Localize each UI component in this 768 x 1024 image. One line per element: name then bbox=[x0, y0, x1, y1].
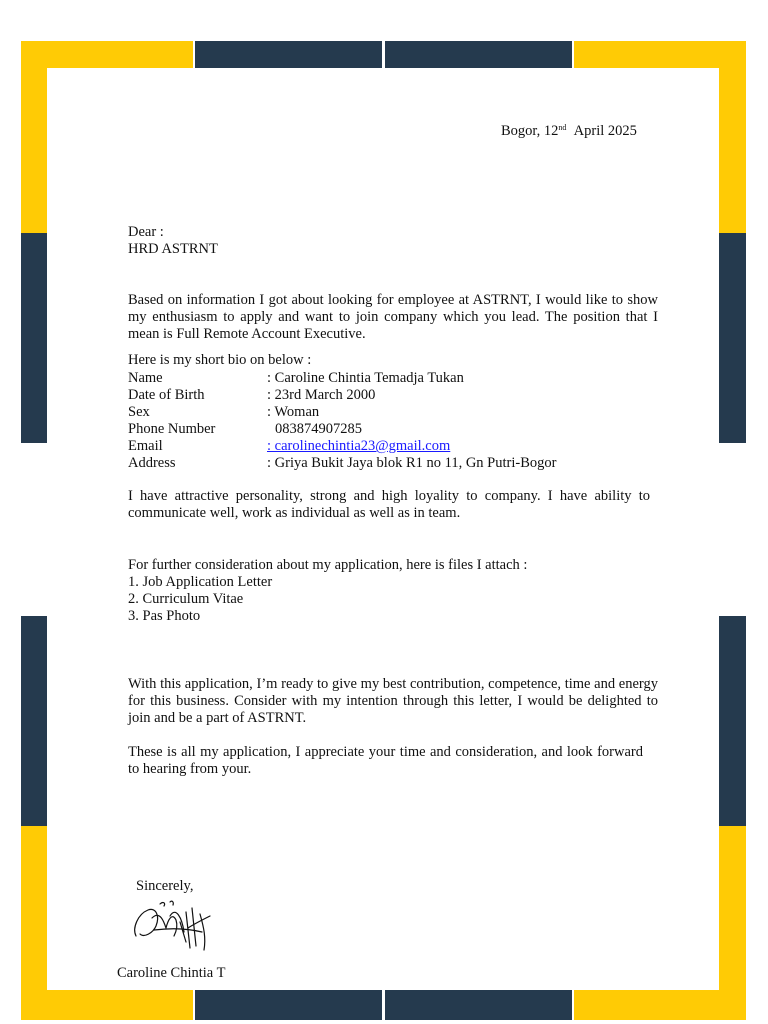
letter-sheet bbox=[47, 68, 719, 990]
frame-bottom-left-yellow bbox=[21, 990, 193, 1020]
sign-off: Sincerely, bbox=[136, 878, 194, 894]
frame-left-navy-bottom bbox=[21, 616, 47, 826]
bio-value: : 23rd March 2000 bbox=[267, 387, 376, 403]
frame-right-yellow-top bbox=[719, 41, 746, 233]
bio-label: Phone Number bbox=[128, 421, 216, 437]
email-link[interactable]: : carolinechintia23@gmail.com bbox=[267, 438, 451, 454]
frame-bottom-right-yellow bbox=[574, 990, 746, 1020]
bio-label: Name bbox=[128, 370, 163, 386]
bio-intro: Here is my short bio on below : bbox=[128, 352, 312, 368]
date-rest: April 2025 bbox=[573, 123, 637, 139]
handwritten-signature bbox=[130, 898, 220, 956]
signer-name: Caroline Chintia T bbox=[117, 965, 226, 981]
frame-bottom-navy-left bbox=[195, 990, 382, 1020]
bio-value: 083874907285 bbox=[275, 421, 362, 437]
frame-right-navy-bottom bbox=[719, 616, 746, 826]
attachment-item: 3. Pas Photo bbox=[128, 608, 201, 624]
frame-top-navy-right bbox=[385, 41, 572, 68]
bio-label: Address bbox=[128, 455, 176, 471]
bio-value: : Griya Bukit Jaya blok R1 no 11, Gn Putri-Bogor bbox=[267, 455, 557, 471]
date-place: Bogor, 12 bbox=[501, 123, 559, 139]
bio-label: Sex bbox=[128, 404, 150, 420]
letter-date bbox=[501, 123, 637, 140]
intro-paragraph: Based on information I got about looking for employee at ASTRNT, I would like to show my enthusiasm to apply and want to join company which you lead. The position that I mean is Full Remote Account Executive. bbox=[128, 292, 658, 342]
attachments-intro: For further consideration about my application, here is files I attach : bbox=[128, 557, 528, 573]
attachment-item: 1. Job Application Letter bbox=[128, 574, 273, 590]
closing-paragraph-1: With this application, I’m ready to give my best contribution, competence, time and energy for this business. Consider with my intention through this letter, I would be delighted to join and be a part of ASTRNT. bbox=[128, 676, 658, 726]
frame-right-navy-top bbox=[719, 233, 746, 443]
closing-paragraph-2: These is all my application, I appreciate your time and consideration, and look forward to hearing from your. bbox=[128, 744, 643, 777]
date-suffix: nd bbox=[558, 123, 567, 132]
bio-value: : Caroline Chintia Temadja Tukan bbox=[267, 370, 464, 386]
frame-left-yellow-top bbox=[21, 41, 47, 233]
bio-value: : Woman bbox=[267, 404, 320, 420]
frame-bottom-navy-right bbox=[385, 990, 572, 1020]
recipient: HRD ASTRNT bbox=[128, 241, 218, 257]
attachment-item: 2. Curriculum Vitae bbox=[128, 591, 244, 607]
bio-label: Email bbox=[128, 438, 163, 454]
bio-label: Date of Birth bbox=[128, 387, 205, 403]
frame-left-navy-top bbox=[21, 233, 47, 443]
salutation: Dear : bbox=[128, 224, 164, 240]
personality-paragraph: I have attractive personality, strong and high loyality to company. I have ability to communicate well, work as individual as well as in team. bbox=[128, 488, 650, 521]
frame-top-navy-left bbox=[195, 41, 382, 68]
